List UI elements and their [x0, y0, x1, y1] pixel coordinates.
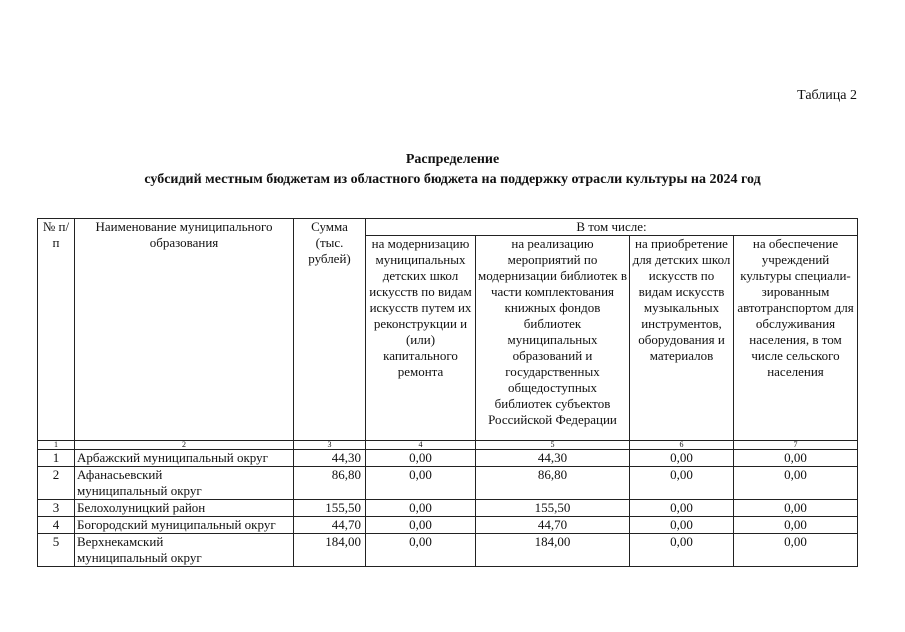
- header-num: № п/п: [38, 219, 75, 441]
- table-label: Таблица 2: [797, 88, 857, 103]
- value-cell: 0,00: [630, 500, 734, 517]
- value-cell: 0,00: [734, 500, 858, 517]
- value-cell: 0,00: [630, 534, 734, 567]
- value-cell: 0,00: [734, 450, 858, 467]
- sum-cell: 86,80: [294, 467, 366, 500]
- column-number: 3: [294, 441, 366, 450]
- column-number: 1: [38, 441, 75, 450]
- value-cell: 0,00: [630, 517, 734, 534]
- value-cell: 44,30: [476, 450, 630, 467]
- municipality-name: Арбажский муниципальный округ: [75, 450, 294, 467]
- column-number: 5: [476, 441, 630, 450]
- value-cell: 0,00: [734, 517, 858, 534]
- value-cell: 0,00: [734, 467, 858, 500]
- header-col4: на модернизацию муниципальных детских школ искусств по видам искусств путем их реконструкции и (или) капитального ремонта: [366, 236, 476, 441]
- value-cell: 155,50: [476, 500, 630, 517]
- column-number: 6: [630, 441, 734, 450]
- sum-cell: 155,50: [294, 500, 366, 517]
- row-number: 4: [38, 517, 75, 534]
- sum-cell: 184,00: [294, 534, 366, 567]
- row-number: 5: [38, 534, 75, 567]
- document-title: Распределение: [405, 152, 500, 167]
- value-cell: 0,00: [366, 517, 476, 534]
- municipality-name: Верхнекамский муниципальный округ: [75, 534, 294, 567]
- sum-cell: 44,30: [294, 450, 366, 467]
- header-name: Наименование муниципального образования: [75, 219, 294, 441]
- header-including: В том числе:: [366, 219, 858, 236]
- column-number: 7: [734, 441, 858, 450]
- column-number: 2: [75, 441, 294, 450]
- table-row: [38, 450, 858, 467]
- header-col7: на обеспечение учреждений культуры специали-зированным автотранспортом для обслуживания населения, в том числе сельского населения: [734, 236, 858, 441]
- value-cell: 0,00: [734, 534, 858, 567]
- value-cell: 0,00: [366, 534, 476, 567]
- municipality-name: Афанасьевский муниципальный округ: [75, 467, 294, 500]
- value-cell: 0,00: [366, 500, 476, 517]
- header-sum: Сумма (тыс. рублей): [294, 219, 366, 441]
- table-row: [38, 500, 858, 517]
- value-cell: 0,00: [366, 467, 476, 500]
- value-cell: 44,70: [476, 517, 630, 534]
- row-number: 1: [38, 450, 75, 467]
- value-cell: 0,00: [366, 450, 476, 467]
- municipality-name: Белохолуницкий район: [75, 500, 294, 517]
- header-col5: на реализацию мероприятий по модернизации библиотек в части комплектования книжных фондов библиотек муниципальных образований и государственных общедоступных библиотек субъектов Российской Федерации: [476, 236, 630, 441]
- sum-cell: 44,70: [294, 517, 366, 534]
- municipality-name: Богородский муниципальный округ: [75, 517, 294, 534]
- document-subtitle: субсидий местным бюджетам из областного бюджета на поддержку отрасли культуры на 2024 год: [144, 172, 761, 187]
- value-cell: 184,00: [476, 534, 630, 567]
- column-numbers-row: [38, 441, 858, 450]
- subsidy-table: [37, 218, 858, 567]
- header-col6: на приобретение для детских школ искусств по видам искусств музыкальных инструментов, оборудования и материалов: [630, 236, 734, 441]
- row-number: 3: [38, 500, 75, 517]
- value-cell: 86,80: [476, 467, 630, 500]
- row-number: 2: [38, 467, 75, 500]
- table-row: [38, 467, 858, 500]
- value-cell: 0,00: [630, 450, 734, 467]
- table-row: [38, 517, 858, 534]
- column-number: 4: [366, 441, 476, 450]
- value-cell: 0,00: [630, 467, 734, 500]
- table-row: [38, 534, 858, 567]
